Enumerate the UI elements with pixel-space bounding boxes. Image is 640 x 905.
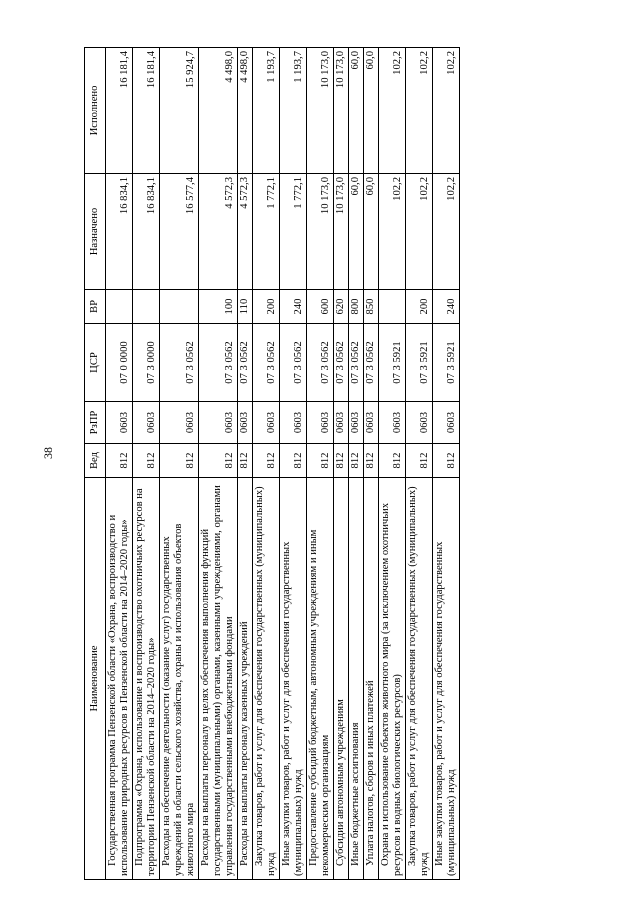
row-vr: 240 xyxy=(280,290,307,324)
row-assigned: 16 577,4 xyxy=(160,174,199,290)
rotated-page-content xyxy=(84,48,460,880)
row-assigned: 1 772,1 xyxy=(280,174,307,290)
row-vr: 240 xyxy=(433,290,460,324)
row-ved: 812 xyxy=(307,444,334,478)
row-csr: 07 3 0562 xyxy=(253,324,280,402)
row-name: Охрана и использование объектов животного мира (за исключением охотничьих ресурсов и водных биологических ресурсов) xyxy=(379,478,406,880)
row-ved: 812 xyxy=(253,444,280,478)
row-executed: 10 173,0 xyxy=(334,48,349,174)
row-csr: 07 3 0000 xyxy=(133,324,160,402)
row-assigned: 10 173,0 xyxy=(307,174,334,290)
row-ved: 812 xyxy=(406,444,433,478)
row-name: Государственная программа Пензенской области «Охрана, воспроизводство и использование природных ресурсов в Пензенской области на 2014–2020 годы» xyxy=(106,478,133,880)
header-assigned: Назначено xyxy=(85,174,106,290)
row-rzpr: 0603 xyxy=(133,402,160,444)
page-number: 38 xyxy=(41,447,55,459)
row-rzpr: 0603 xyxy=(280,402,307,444)
row-ved: 812 xyxy=(133,444,160,478)
table-row xyxy=(379,48,406,880)
table-row xyxy=(433,48,460,880)
row-name: Иные бюджетные ассигнования xyxy=(349,478,364,880)
row-csr: 07 3 0562 xyxy=(364,324,379,402)
row-executed: 102,2 xyxy=(406,48,433,174)
row-assigned: 1 772,1 xyxy=(253,174,280,290)
table-row xyxy=(160,48,199,880)
row-vr: 110 xyxy=(238,290,253,324)
row-executed: 10 173,0 xyxy=(307,48,334,174)
row-assigned: 10 173,0 xyxy=(334,174,349,290)
row-rzpr: 0603 xyxy=(379,402,406,444)
row-ved: 812 xyxy=(199,444,238,478)
row-executed: 4 498,0 xyxy=(238,48,253,174)
row-csr: 07 3 5921 xyxy=(433,324,460,402)
row-ved: 812 xyxy=(280,444,307,478)
row-vr xyxy=(160,290,199,324)
row-csr: 07 3 5921 xyxy=(379,324,406,402)
row-csr: 07 3 0562 xyxy=(238,324,253,402)
row-rzpr: 0603 xyxy=(199,402,238,444)
table-row xyxy=(307,48,334,880)
row-vr xyxy=(133,290,160,324)
row-assigned: 16 834,1 xyxy=(133,174,160,290)
row-executed: 102,2 xyxy=(379,48,406,174)
row-vr: 620 xyxy=(334,290,349,324)
row-executed: 4 498,0 xyxy=(199,48,238,174)
row-vr: 200 xyxy=(253,290,280,324)
row-rzpr: 0603 xyxy=(364,402,379,444)
row-ved: 812 xyxy=(106,444,133,478)
row-executed: 60,0 xyxy=(349,48,364,174)
row-rzpr: 0603 xyxy=(160,402,199,444)
header-vr: ВР xyxy=(85,290,106,324)
row-assigned: 102,2 xyxy=(433,174,460,290)
row-name: Расходы на выплаты персоналу казенных учреждений xyxy=(238,478,253,880)
table-header-row xyxy=(85,48,106,880)
row-csr: 07 3 0562 xyxy=(307,324,334,402)
table-row xyxy=(406,48,433,880)
header-csr: ЦСР xyxy=(85,324,106,402)
row-ved: 812 xyxy=(379,444,406,478)
table-row xyxy=(199,48,238,880)
row-rzpr: 0603 xyxy=(349,402,364,444)
table-row xyxy=(334,48,349,880)
row-executed: 1 193,7 xyxy=(280,48,307,174)
row-name: Предоставление субсидий бюджетным, автономным учреждениям и иным некоммерческим организациям xyxy=(307,478,334,880)
table-row xyxy=(253,48,280,880)
row-executed: 1 193,7 xyxy=(253,48,280,174)
budget-table xyxy=(84,47,460,880)
row-executed: 16 181,4 xyxy=(106,48,133,174)
row-assigned: 60,0 xyxy=(364,174,379,290)
row-csr: 07 3 0562 xyxy=(334,324,349,402)
row-assigned: 102,2 xyxy=(379,174,406,290)
row-rzpr: 0603 xyxy=(238,402,253,444)
row-vr xyxy=(379,290,406,324)
row-csr: 07 3 0562 xyxy=(199,324,238,402)
row-name: Расходы на обеспечение деятельности (оказание услуг) государственных учреждений в области сельского хозяйства, охраны и использования объектов животного мира xyxy=(160,478,199,880)
row-assigned: 102,2 xyxy=(406,174,433,290)
row-name: Закупка товаров, работ и услуг для обеспечения государственных (муниципальных) нужд xyxy=(406,478,433,880)
row-ved: 812 xyxy=(364,444,379,478)
row-ved: 812 xyxy=(349,444,364,478)
row-vr: 200 xyxy=(406,290,433,324)
header-executed: Исполнено xyxy=(85,48,106,174)
row-name: Иные закупки товаров, работ и услуг для обеспечения государственных (муниципальных) нужд xyxy=(433,478,460,880)
row-assigned: 16 834,1 xyxy=(106,174,133,290)
row-executed: 102,2 xyxy=(433,48,460,174)
row-csr: 07 3 0562 xyxy=(160,324,199,402)
row-name: Закупка товаров, работ и услуг для обеспечения государственных (муниципальных) нужд xyxy=(253,478,280,880)
row-rzpr: 0603 xyxy=(106,402,133,444)
row-csr: 07 3 5921 xyxy=(406,324,433,402)
row-vr: 850 xyxy=(364,290,379,324)
row-executed: 60,0 xyxy=(364,48,379,174)
table-row xyxy=(238,48,253,880)
table-row xyxy=(106,48,133,880)
row-name: Подпрограмма «Охрана, использование и воспроизводство охотничьих ресурсов на территории Пензенской области на 2014–2020 годы» xyxy=(133,478,160,880)
row-ved: 812 xyxy=(160,444,199,478)
row-assigned: 4 572,3 xyxy=(199,174,238,290)
row-executed: 15 924,7 xyxy=(160,48,199,174)
row-name: Субсидии автономным учреждениям xyxy=(334,478,349,880)
row-vr: 100 xyxy=(199,290,238,324)
row-assigned: 4 572,3 xyxy=(238,174,253,290)
row-rzpr: 0603 xyxy=(253,402,280,444)
table-row xyxy=(349,48,364,880)
row-rzpr: 0603 xyxy=(334,402,349,444)
row-csr: 07 3 0562 xyxy=(280,324,307,402)
row-rzpr: 0603 xyxy=(406,402,433,444)
table-row xyxy=(280,48,307,880)
table-row xyxy=(133,48,160,880)
row-name: Уплата налогов, сборов и иных платежей xyxy=(364,478,379,880)
header-name: Наименование xyxy=(85,478,106,880)
header-ved: Вед xyxy=(85,444,106,478)
row-csr: 07 0 0000 xyxy=(106,324,133,402)
row-vr xyxy=(106,290,133,324)
row-executed: 16 181,4 xyxy=(133,48,160,174)
row-name: Расходы на выплаты персоналу в целях обеспечения выполнения функций государственными (муниципальными) органами, казенными учреждениями, органами управления государственными внебюджетными фондами xyxy=(199,478,238,880)
header-rzpr: РзПР xyxy=(85,402,106,444)
table-row xyxy=(364,48,379,880)
row-vr: 600 xyxy=(307,290,334,324)
row-ved: 812 xyxy=(238,444,253,478)
row-rzpr: 0603 xyxy=(433,402,460,444)
row-name: Иные закупки товаров, работ и услуг для обеспечения государственных (муниципальных) нужд xyxy=(280,478,307,880)
row-ved: 812 xyxy=(334,444,349,478)
row-vr: 800 xyxy=(349,290,364,324)
row-ved: 812 xyxy=(433,444,460,478)
row-rzpr: 0603 xyxy=(307,402,334,444)
row-csr: 07 3 0562 xyxy=(349,324,364,402)
row-assigned: 60,0 xyxy=(349,174,364,290)
